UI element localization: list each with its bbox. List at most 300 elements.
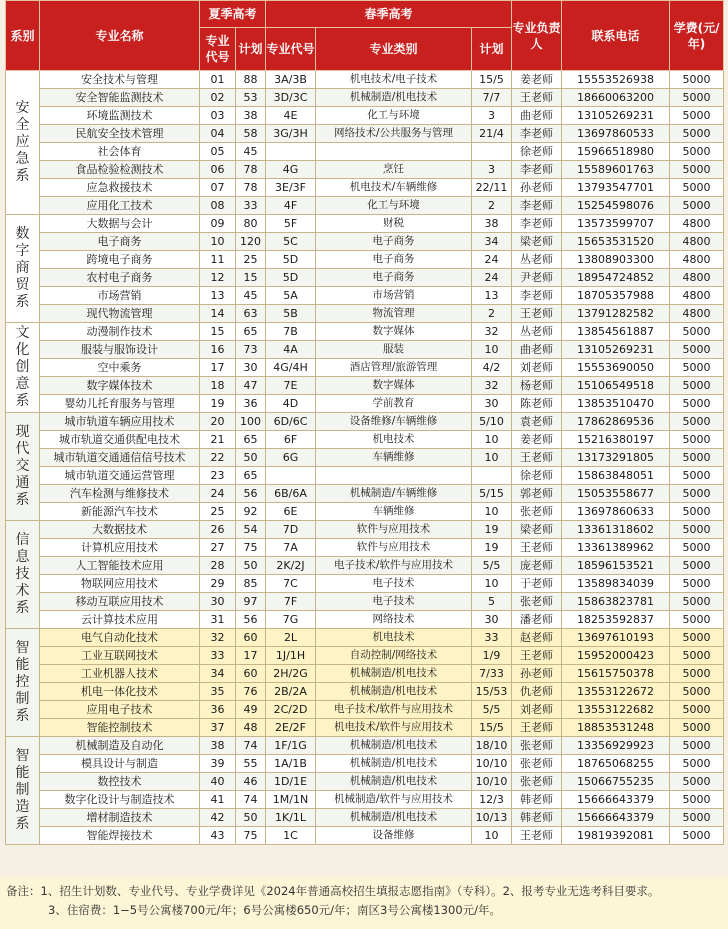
spring-category-cell [316,143,472,161]
spring-plan-cell: 10/13 [472,809,512,827]
table-row [6,161,724,179]
fee-cell: 5000 [670,665,724,683]
fee-cell: 5000 [670,755,724,773]
summer-plan-cell: 45 [236,143,266,161]
table-row [6,503,724,521]
summer-code-cell: 31 [200,611,236,629]
summer-plan-cell: 120 [236,233,266,251]
spring-code-cell: 5D [266,269,316,287]
fee-cell: 5000 [670,773,724,791]
major-name-cell: 电气自动化技术 [40,629,200,647]
table-row [6,665,724,683]
table-row [6,755,724,773]
spring-plan-cell: 5/15 [472,485,512,503]
header-dept: 系别 [6,1,40,71]
leader-cell: 韩老师 [512,809,562,827]
summer-plan-cell: 65 [236,467,266,485]
fee-cell: 5000 [670,485,724,503]
fee-cell: 4800 [670,251,724,269]
fee-cell: 5000 [670,107,724,125]
phone-cell: 13105269231 [562,107,670,125]
leader-cell: 孙老师 [512,665,562,683]
spring-category-cell: 机械制造/软件与应用技术 [316,791,472,809]
spring-category-cell: 软件与应用技术 [316,539,472,557]
table-row [6,539,724,557]
leader-cell: 王老师 [512,305,562,323]
major-name-cell: 机械制造及自动化 [40,737,200,755]
phone-cell: 15615750378 [562,665,670,683]
fee-cell: 5000 [670,71,724,89]
phone-cell: 15254598076 [562,197,670,215]
spring-code-cell: 2B/2A [266,683,316,701]
summer-plan-cell: 50 [236,809,266,827]
major-name-cell: 农村电子商务 [40,269,200,287]
spring-code-cell: 4A [266,341,316,359]
spring-code-cell: 4E [266,107,316,125]
major-name-cell: 工业互联网技术 [40,647,200,665]
summer-plan-cell: 49 [236,701,266,719]
spring-category-cell: 数字媒体 [316,377,472,395]
leader-cell: 王老师 [512,719,562,737]
spring-plan-cell: 38 [472,215,512,233]
fee-cell: 5000 [670,341,724,359]
phone-cell: 13589834039 [562,575,670,593]
spring-category-cell: 车辆维修 [316,503,472,521]
fee-cell: 5000 [670,449,724,467]
spring-category-cell [316,467,472,485]
leader-cell: 张老师 [512,737,562,755]
summer-plan-cell: 36 [236,395,266,413]
phone-cell: 15589601763 [562,161,670,179]
spring-plan-cell: 7/33 [472,665,512,683]
table-row [6,89,724,107]
spring-code-cell: 6G [266,449,316,467]
header-spring: 春季高考 [266,1,512,28]
spring-code-cell: 5A [266,287,316,305]
header-summer-plan: 计划 [236,28,266,71]
spring-code-cell: 3D/3C [266,89,316,107]
leader-cell: 徐老师 [512,467,562,485]
spring-plan-cell: 30 [472,395,512,413]
table-row [6,305,724,323]
spring-plan-cell [472,143,512,161]
summer-code-cell: 23 [200,467,236,485]
phone-cell: 13697860633 [562,503,670,521]
spring-code-cell: 5D [266,251,316,269]
leader-cell: 王老师 [512,647,562,665]
majors-table [5,0,724,845]
major-name-cell: 应用电子技术 [40,701,200,719]
summer-code-cell: 12 [200,269,236,287]
spring-plan-cell: 10 [472,575,512,593]
department-name: 安全应急系 [15,100,30,184]
summer-plan-cell: 65 [236,431,266,449]
summer-plan-cell: 78 [236,161,266,179]
summer-code-cell: 18 [200,377,236,395]
phone-cell: 13853510470 [562,395,670,413]
spring-code-cell: 2E/2F [266,719,316,737]
summer-plan-cell: 75 [236,539,266,557]
table-row [6,629,724,647]
major-name-cell: 大数据与会计 [40,215,200,233]
phone-cell: 18705357988 [562,287,670,305]
fee-cell: 5000 [670,557,724,575]
spring-code-cell [266,467,316,485]
phone-cell: 13854561887 [562,323,670,341]
major-name-cell: 人工智能技术应用 [40,557,200,575]
spring-category-cell: 烹饪 [316,161,472,179]
summer-plan-cell: 25 [236,251,266,269]
leader-cell: 徐老师 [512,143,562,161]
leader-cell: 梁老师 [512,521,562,539]
summer-code-cell: 09 [200,215,236,233]
summer-code-cell: 13 [200,287,236,305]
phone-cell: 13697610193 [562,629,670,647]
spring-category-cell: 机械制造/车辆维修 [316,485,472,503]
summer-code-cell: 43 [200,827,236,845]
fee-cell: 5000 [670,575,724,593]
spring-plan-cell: 3 [472,107,512,125]
summer-code-cell: 07 [200,179,236,197]
header-phone: 联系电话 [562,1,670,71]
spring-plan-cell: 10 [472,341,512,359]
table-header [6,1,724,71]
summer-plan-cell: 63 [236,305,266,323]
summer-code-cell: 01 [200,71,236,89]
phone-cell: 15553526938 [562,71,670,89]
major-name-cell: 智能焊接技术 [40,827,200,845]
phone-cell: 15066755235 [562,773,670,791]
fee-cell: 5000 [670,809,724,827]
summer-plan-cell: 75 [236,827,266,845]
fee-cell: 5000 [670,125,724,143]
footnote-line-1: 备注：1、招生计划数、专业代号、专业学费详见《2024年普通高校招生填报志愿指南》（专科）。2、报考专业无选考科目要求。 [6,884,660,898]
spring-code-cell: 5C [266,233,316,251]
summer-code-cell: 19 [200,395,236,413]
table-row [6,269,724,287]
leader-cell: 潘老师 [512,611,562,629]
summer-plan-cell: 54 [236,521,266,539]
spring-plan-cell: 10 [472,449,512,467]
major-name-cell: 服装与服饰设计 [40,341,200,359]
fee-cell: 4800 [670,287,724,305]
summer-code-cell: 36 [200,701,236,719]
header-spring-code: 专业代号 [266,28,316,71]
table-row [6,359,724,377]
table-row [6,485,724,503]
summer-code-cell: 14 [200,305,236,323]
spring-code-cell: 6E [266,503,316,521]
table-row [6,287,724,305]
summer-code-cell: 06 [200,161,236,179]
spring-code-cell: 1A/1B [266,755,316,773]
major-name-cell: 跨境电子商务 [40,251,200,269]
phone-cell: 13361318602 [562,521,670,539]
spring-code-cell: 1K/1L [266,809,316,827]
department-cell [6,413,40,521]
table-row [6,323,724,341]
leader-cell: 陈老师 [512,395,562,413]
major-name-cell: 移动互联应用技术 [40,593,200,611]
summer-code-cell: 20 [200,413,236,431]
fee-cell: 5000 [670,683,724,701]
summer-plan-cell: 48 [236,719,266,737]
spring-plan-cell: 10/10 [472,773,512,791]
fee-cell: 5000 [670,323,724,341]
summer-plan-cell: 56 [236,485,266,503]
leader-cell: 丛老师 [512,251,562,269]
summer-plan-cell: 55 [236,755,266,773]
table-row [6,827,724,845]
spring-plan-cell: 15/5 [472,71,512,89]
spring-category-cell: 电子技术/软件与应用技术 [316,557,472,575]
summer-code-cell: 21 [200,431,236,449]
spring-code-cell: 7C [266,575,316,593]
summer-plan-cell: 100 [236,413,266,431]
major-name-cell: 汽车检测与维修技术 [40,485,200,503]
summer-code-cell: 04 [200,125,236,143]
spring-code-cell: 5F [266,215,316,233]
fee-cell: 5000 [670,161,724,179]
summer-plan-cell: 73 [236,341,266,359]
fee-cell: 4800 [670,233,724,251]
leader-cell: 郭老师 [512,485,562,503]
phone-cell: 13791282582 [562,305,670,323]
spring-category-cell: 机电技术/车辆维修 [316,179,472,197]
fee-cell: 5000 [670,611,724,629]
spring-code-cell: 3A/3B [266,71,316,89]
spring-category-cell: 数字媒体 [316,323,472,341]
summer-code-cell: 30 [200,593,236,611]
spring-code-cell: 1F/1G [266,737,316,755]
phone-cell: 15863848051 [562,467,670,485]
table-row [6,791,724,809]
spring-category-cell: 网络技术 [316,611,472,629]
footnote [0,876,728,929]
spring-code-cell: 5B [266,305,316,323]
spring-code-cell: 2L [266,629,316,647]
fee-cell: 4800 [670,269,724,287]
fee-cell: 5000 [670,179,724,197]
fee-cell: 5000 [670,521,724,539]
spring-category-cell: 机电技术 [316,431,472,449]
spring-plan-cell: 32 [472,377,512,395]
spring-plan-cell: 10 [472,431,512,449]
fee-cell: 4800 [670,305,724,323]
department-cell [6,71,40,215]
phone-cell: 18596153521 [562,557,670,575]
phone-cell: 13361389962 [562,539,670,557]
spring-plan-cell: 5/5 [472,701,512,719]
fee-cell: 5000 [670,377,724,395]
leader-cell: 曲老师 [512,107,562,125]
summer-code-cell: 08 [200,197,236,215]
table-row [6,737,724,755]
table-row [6,431,724,449]
major-name-cell: 社会体育 [40,143,200,161]
spring-plan-cell: 21/4 [472,125,512,143]
spring-category-cell: 电子商务 [316,269,472,287]
major-name-cell: 数控技术 [40,773,200,791]
fee-cell: 5000 [670,395,724,413]
fee-cell: 5000 [670,827,724,845]
leader-cell: 李老师 [512,161,562,179]
major-name-cell: 空中乘务 [40,359,200,377]
phone-cell: 19819392081 [562,827,670,845]
table-row [6,611,724,629]
summer-plan-cell: 53 [236,89,266,107]
table-body [6,71,724,845]
leader-cell: 王老师 [512,89,562,107]
spring-category-cell: 电子商务 [316,233,472,251]
fee-cell: 5000 [670,719,724,737]
summer-code-cell: 34 [200,665,236,683]
table-row [6,395,724,413]
table-row [6,377,724,395]
department-cell [6,629,40,737]
fee-cell: 5000 [670,503,724,521]
phone-cell: 15653531520 [562,233,670,251]
phone-cell: 13553122682 [562,701,670,719]
leader-cell: 尹老师 [512,269,562,287]
table-row [6,215,724,233]
spring-plan-cell: 4/2 [472,359,512,377]
spring-category-cell: 机械制造/机电技术 [316,683,472,701]
spring-category-cell: 财税 [316,215,472,233]
summer-plan-cell: 97 [236,593,266,611]
spring-code-cell: 6F [266,431,316,449]
fee-cell: 5000 [670,629,724,647]
spring-plan-cell: 2 [472,197,512,215]
fee-cell: 5000 [670,359,724,377]
table-row [6,593,724,611]
phone-cell: 13573599707 [562,215,670,233]
major-name-cell: 婴幼儿托育服务与管理 [40,395,200,413]
table-row [6,71,724,89]
table-row [6,143,724,161]
phone-cell: 15666643379 [562,791,670,809]
spring-category-cell: 化工与环境 [316,197,472,215]
summer-plan-cell: 85 [236,575,266,593]
summer-code-cell: 10 [200,233,236,251]
spring-category-cell: 电子技术 [316,593,472,611]
leader-cell: 李老师 [512,197,562,215]
table-row [6,773,724,791]
summer-plan-cell: 30 [236,359,266,377]
spring-code-cell: 7E [266,377,316,395]
spring-category-cell: 学前教育 [316,395,472,413]
summer-code-cell: 02 [200,89,236,107]
spring-category-cell: 网络技术/公共服务与管理 [316,125,472,143]
spring-plan-cell: 12/3 [472,791,512,809]
phone-cell: 18954724852 [562,269,670,287]
major-name-cell: 应急救援技术 [40,179,200,197]
major-name-cell: 新能源汽车技术 [40,503,200,521]
phone-cell: 13105269231 [562,341,670,359]
leader-cell: 赵老师 [512,629,562,647]
spring-code-cell: 3G/3H [266,125,316,143]
summer-code-cell: 24 [200,485,236,503]
department-name: 文化创意系 [15,325,30,409]
leader-cell: 韩老师 [512,791,562,809]
spring-code-cell: 2H/2G [266,665,316,683]
leader-cell: 杨老师 [512,377,562,395]
header-spring-category: 专业类别 [316,28,472,71]
major-name-cell: 云计算技术应用 [40,611,200,629]
summer-plan-cell: 92 [236,503,266,521]
table-row [6,413,724,431]
summer-code-cell: 29 [200,575,236,593]
leader-cell: 张老师 [512,503,562,521]
fee-cell: 4800 [670,215,724,233]
spring-category-cell: 设备维修 [316,827,472,845]
spring-category-cell: 机械制造/机电技术 [316,755,472,773]
spring-plan-cell: 15/53 [472,683,512,701]
spring-category-cell: 酒店管理/旅游管理 [316,359,472,377]
phone-cell: 15106549518 [562,377,670,395]
table-row [6,251,724,269]
spring-code-cell: 4D [266,395,316,413]
fee-cell: 5000 [670,647,724,665]
table-row [6,647,724,665]
summer-code-cell: 15 [200,323,236,341]
phone-cell: 13808903300 [562,251,670,269]
spring-code-cell: 6D/6C [266,413,316,431]
spring-category-cell: 机械制造/机电技术 [316,809,472,827]
phone-cell: 17862869536 [562,413,670,431]
leader-cell: 仇老师 [512,683,562,701]
header-spring-plan: 计划 [472,28,512,71]
table-row [6,197,724,215]
major-name-cell: 城市轨道交通运营管理 [40,467,200,485]
spring-category-cell: 机电技术 [316,629,472,647]
phone-cell: 13697860533 [562,125,670,143]
leader-cell: 姜老师 [512,71,562,89]
table-row [6,179,724,197]
spring-plan-cell: 15/5 [472,719,512,737]
leader-cell: 王老师 [512,827,562,845]
spring-category-cell: 机械制造/机电技术 [316,89,472,107]
spring-code-cell: 1J/1H [266,647,316,665]
spring-plan-cell: 30 [472,611,512,629]
summer-code-cell: 33 [200,647,236,665]
spring-code-cell: 7B [266,323,316,341]
summer-plan-cell: 33 [236,197,266,215]
summer-code-cell: 28 [200,557,236,575]
department-cell [6,737,40,845]
major-name-cell: 大数据技术 [40,521,200,539]
leader-cell: 袁老师 [512,413,562,431]
leader-cell: 李老师 [512,125,562,143]
major-name-cell: 城市轨道交通通信信号技术 [40,449,200,467]
spring-code-cell: 7F [266,593,316,611]
fee-cell: 5000 [670,593,724,611]
leader-cell: 张老师 [512,773,562,791]
leader-cell: 丛老师 [512,323,562,341]
summer-plan-cell: 65 [236,323,266,341]
spring-category-cell: 机电技术/电子技术 [316,71,472,89]
major-name-cell: 数字化设计与制造技术 [40,791,200,809]
summer-code-cell: 41 [200,791,236,809]
summer-code-cell: 38 [200,737,236,755]
summer-plan-cell: 15 [236,269,266,287]
leader-cell: 孙老师 [512,179,562,197]
summer-plan-cell: 50 [236,449,266,467]
phone-cell: 15966518980 [562,143,670,161]
summer-plan-cell: 17 [236,647,266,665]
spring-plan-cell: 19 [472,539,512,557]
spring-plan-cell: 1/9 [472,647,512,665]
